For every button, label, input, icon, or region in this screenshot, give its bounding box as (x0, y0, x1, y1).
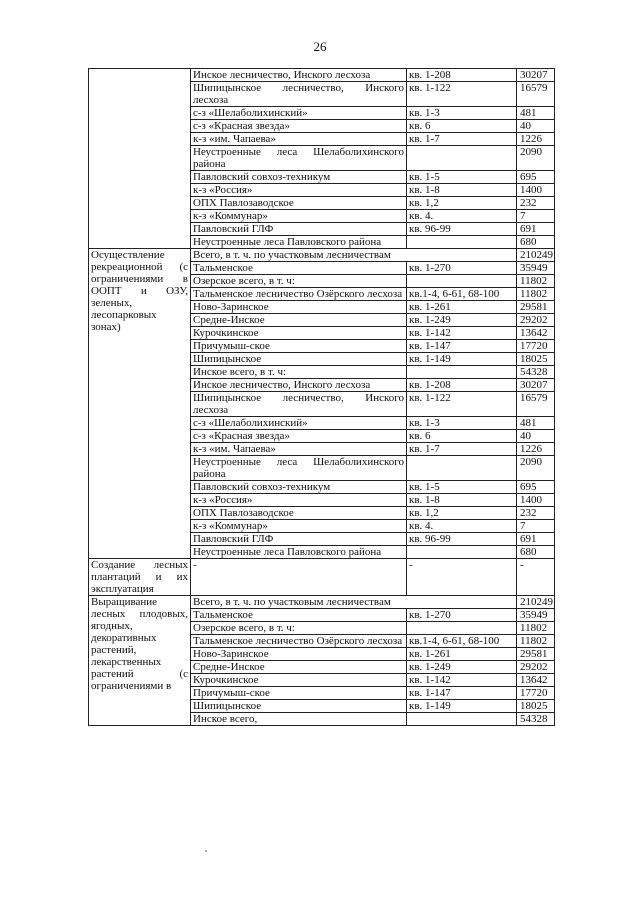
forestry-name: Неустроенные леса Шелаболихинского района (191, 456, 407, 481)
forestry-name: к-з «Россия» (191, 494, 407, 507)
quarters: кв.1-4, 6-61, 68-100 (407, 635, 517, 648)
area-value: 695 (517, 171, 555, 184)
quarters: кв. 1-8 (407, 494, 517, 507)
section-label: Выращивание лесных плодовых, ягодных, декоративных растений, лекарственных растений (с ограничениями в (89, 596, 191, 726)
area-value: 1226 (517, 133, 555, 146)
area-value: 54328 (517, 713, 555, 726)
area-value: 232 (517, 197, 555, 210)
forestry-name: Озерское всего, в т. ч: (191, 275, 407, 288)
area-value: 40 (517, 430, 555, 443)
section-label (89, 69, 191, 249)
quarters: кв. 1-7 (407, 443, 517, 456)
quarters: кв. 1-8 (407, 184, 517, 197)
area-value: 1400 (517, 494, 555, 507)
forestry-name: Инское лесничество, Инского лесхоза (191, 379, 407, 392)
quarters: кв. 1-3 (407, 107, 517, 120)
quarters: кв.1-4, 6-61, 68-100 (407, 288, 517, 301)
quarters: кв. 1-7 (407, 133, 517, 146)
area-value: 13642 (517, 674, 555, 687)
quarters: кв. 1-208 (407, 69, 517, 82)
quarters: кв. 1-149 (407, 353, 517, 366)
quarters: кв. 1-261 (407, 301, 517, 314)
quarters: кв. 1-270 (407, 262, 517, 275)
quarters (407, 366, 517, 379)
forestry-name: Павловский ГЛФ (191, 223, 407, 236)
forestry-name: к-з «им. Чапаева» (191, 443, 407, 456)
area-value: 7 (517, 210, 555, 223)
area-value: 29581 (517, 301, 555, 314)
quarters: кв. 96-99 (407, 223, 517, 236)
forestry-name: с-з «Красная звезда» (191, 430, 407, 443)
quarters: кв. 1,2 (407, 507, 517, 520)
quarters: кв. 1-142 (407, 674, 517, 687)
forestry-name: Ново-Заринское (191, 301, 407, 314)
quarters: кв. 1-249 (407, 661, 517, 674)
area-value: 11802 (517, 275, 555, 288)
quarters: кв. 1-270 (407, 609, 517, 622)
area-value: 18025 (517, 353, 555, 366)
area-value: 17720 (517, 687, 555, 700)
section-label: Осуществление рекреационной (с ограничениями в ООПТ и ОЗУ, зеленых, лесопарковых зонах) (89, 249, 191, 559)
quarters: кв. 1-5 (407, 171, 517, 184)
scan-speck (205, 850, 207, 852)
quarters: кв. 1-208 (407, 379, 517, 392)
quarters: кв. 1-147 (407, 687, 517, 700)
forestry-name: Шипицынское лесничество, Инского лесхоза (191, 82, 407, 107)
forestry-name: Инское лесничество, Инского лесхоза (191, 69, 407, 82)
area-value: 40 (517, 120, 555, 133)
area-value: 7 (517, 520, 555, 533)
quarters (407, 456, 517, 481)
area-value: 30207 (517, 379, 555, 392)
quarters: кв. 6 (407, 430, 517, 443)
area-value: 1226 (517, 443, 555, 456)
table-row (89, 559, 555, 596)
forestry-name: Причумыш-ское (191, 340, 407, 353)
quarters (407, 713, 517, 726)
area-value: 54328 (517, 366, 555, 379)
forestry-name: - (191, 559, 407, 596)
forestry-name: Павловский совхоз-техникум (191, 481, 407, 494)
area-value: 29202 (517, 661, 555, 674)
forestry-name: Тальменское лесничество Озёрского лесхоза (191, 288, 407, 301)
forestry-name: ОПХ Павлозаводское (191, 507, 407, 520)
total-value: 210249 (517, 249, 555, 262)
forestry-name: Тальменское (191, 262, 407, 275)
quarters: кв. 1-5 (407, 481, 517, 494)
forestry-name: Неустроенные леса Шелаболихинского района (191, 146, 407, 171)
area-value: 17720 (517, 340, 555, 353)
forestry-name: с-з «Шелаболихинский» (191, 107, 407, 120)
area-value: 695 (517, 481, 555, 494)
area-value: 481 (517, 107, 555, 120)
total-label: Всего, в т. ч. по участковым лесничествам (191, 596, 517, 609)
forestry-name: Шипицынское (191, 700, 407, 713)
quarters: кв. 1-261 (407, 648, 517, 661)
quarters: кв. 1-147 (407, 340, 517, 353)
quarters: кв. 1-149 (407, 700, 517, 713)
forestry-name: Павловский совхоз-техникум (191, 171, 407, 184)
section-label: Создание лесных плантаций и их эксплуатация (89, 559, 191, 596)
quarters (407, 275, 517, 288)
forestry-name: Инское всего, (191, 713, 407, 726)
area-value: 16579 (517, 82, 555, 107)
area-value: 18025 (517, 700, 555, 713)
forestry-name: Озерское всего, в т. ч: (191, 622, 407, 635)
table-row (89, 596, 555, 609)
area-value: 16579 (517, 392, 555, 417)
forestry-name: Инское всего, в т. ч: (191, 366, 407, 379)
table-row (89, 69, 555, 82)
quarters: кв. 1-122 (407, 392, 517, 417)
quarters: кв. 1-249 (407, 314, 517, 327)
quarters (407, 546, 517, 559)
area-value: 691 (517, 223, 555, 236)
forestry-name: Средне-Инское (191, 314, 407, 327)
area-value: 29581 (517, 648, 555, 661)
quarters: кв. 96-99 (407, 533, 517, 546)
forestry-name: Тальменское (191, 609, 407, 622)
area-value: 11802 (517, 622, 555, 635)
area-value: 691 (517, 533, 555, 546)
forestry-name: Шипицынское лесничество, Инского лесхоза (191, 392, 407, 417)
area-value: 680 (517, 546, 555, 559)
forestry-name: Ново-Заринское (191, 648, 407, 661)
forestry-name: к-з «Россия» (191, 184, 407, 197)
forestry-name: к-з «Коммунар» (191, 210, 407, 223)
forestry-name: Шипицынское (191, 353, 407, 366)
quarters: кв. 4. (407, 210, 517, 223)
area-value: 29202 (517, 314, 555, 327)
quarters (407, 622, 517, 635)
forestry-name: Курочкинское (191, 674, 407, 687)
forestry-name: с-з «Красная звезда» (191, 120, 407, 133)
forestry-name: к-з «Коммунар» (191, 520, 407, 533)
quarters: кв. 4. (407, 520, 517, 533)
forestry-name: к-з «им. Чапаева» (191, 133, 407, 146)
forestry-name: Средне-Инское (191, 661, 407, 674)
forestry-name: Неустроенные леса Павловского района (191, 236, 407, 249)
area-value: 35949 (517, 609, 555, 622)
total-value: 210249 (517, 596, 555, 609)
forestry-name: ОПХ Павлозаводское (191, 197, 407, 210)
area-value: 11802 (517, 288, 555, 301)
area-value: 232 (517, 507, 555, 520)
forestry-name: Павловский ГЛФ (191, 533, 407, 546)
forestry-name: Курочкинское (191, 327, 407, 340)
quarters: - (407, 559, 517, 596)
area-value: - (517, 559, 555, 596)
forest-use-table (88, 68, 555, 726)
area-value: 11802 (517, 635, 555, 648)
table-row (89, 249, 555, 262)
quarters: кв. 1,2 (407, 197, 517, 210)
area-value: 481 (517, 417, 555, 430)
area-value: 35949 (517, 262, 555, 275)
quarters: кв. 1-122 (407, 82, 517, 107)
forestry-name: Причумыш-ское (191, 687, 407, 700)
forestry-name: Тальменское лесничество Озёрского лесхоза (191, 635, 407, 648)
total-label: Всего, в т. ч. по участковым лесничествам (191, 249, 517, 262)
quarters: кв. 1-3 (407, 417, 517, 430)
area-value: 13642 (517, 327, 555, 340)
area-value: 2090 (517, 146, 555, 171)
area-value: 1400 (517, 184, 555, 197)
forestry-name: с-з «Шелаболихинский» (191, 417, 407, 430)
area-value: 30207 (517, 69, 555, 82)
page-number: 26 (313, 39, 327, 54)
quarters (407, 146, 517, 171)
quarters: кв. 6 (407, 120, 517, 133)
quarters: кв. 1-142 (407, 327, 517, 340)
quarters (407, 236, 517, 249)
area-value: 2090 (517, 456, 555, 481)
forestry-name: Неустроенные леса Павловского района (191, 546, 407, 559)
area-value: 680 (517, 236, 555, 249)
